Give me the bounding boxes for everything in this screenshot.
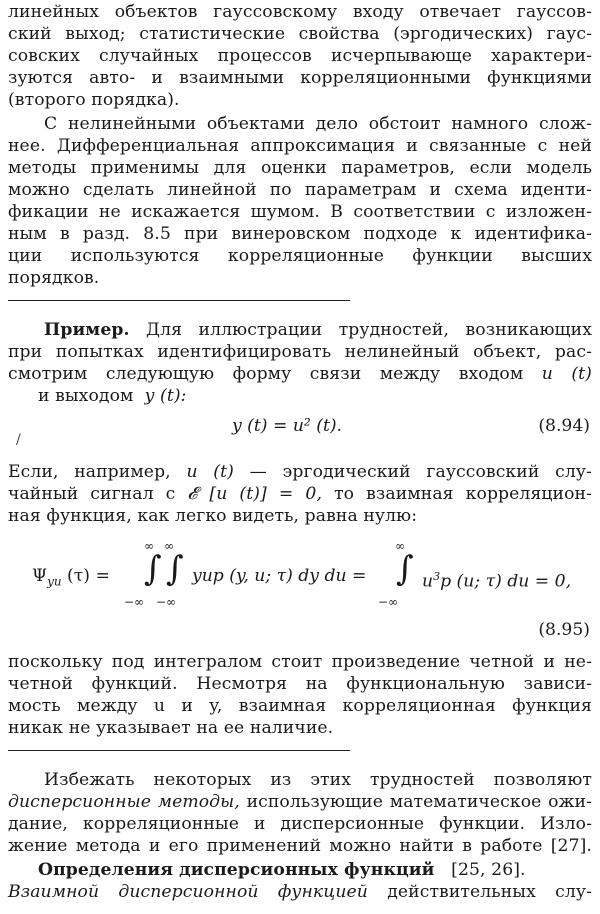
text-span: использующие математическое ожи- <box>246 792 592 812</box>
text-span: действительных слу- <box>387 882 592 902</box>
int-upper-limit: ∞ <box>395 539 405 553</box>
int-upper-limit: ∞ <box>144 539 154 553</box>
text-span: p (u; τ) du = 0, <box>440 571 572 592</box>
integral-sign: ∫ <box>166 549 184 589</box>
text-line: мость между u и y, взаимная корреляционная функция <box>8 696 592 716</box>
paragraph5-line-2 <box>8 792 592 813</box>
text-line: порядков. <box>8 268 100 288</box>
psi-symbol: Ψ <box>32 566 48 586</box>
example-line-4 <box>38 386 600 407</box>
equation-number: (8.94) <box>538 416 590 436</box>
text-line: никак не указывает на ее наличие. <box>8 718 334 738</box>
integral-sign: ∫ <box>396 549 414 589</box>
example-line-3 <box>8 364 592 385</box>
math-var: u (t) <box>541 364 592 384</box>
int-lower-limit: −∞ <box>378 595 399 609</box>
emphasis: Взаимной дисперсионной функцией <box>8 882 368 902</box>
text-span: то взаимная корреляцион- <box>334 484 593 504</box>
equation-lhs <box>32 566 110 592</box>
superscript: 3 <box>433 570 441 583</box>
int-lower-limit: −∞ <box>156 595 177 609</box>
text-line: методы применимы для оценки параметров, если модель <box>8 158 592 178</box>
text-span: u <box>422 571 434 592</box>
int-upper-limit: ∞ <box>164 539 174 553</box>
example-label: Пример. <box>44 320 130 340</box>
text-line: жение метода и его применений можно найти в работе [27]. <box>8 836 592 856</box>
text-line: совских случайных процессов исчерпывающе характери- <box>8 46 592 66</box>
section-heading-line <box>38 860 592 881</box>
text-span: и выходом <box>38 386 134 406</box>
text-line: ная функция, как легко видеть, равна нулю: <box>8 506 418 526</box>
text-line: Избежать некоторых из этих трудностей позволяют <box>44 770 592 790</box>
math-var: y (t): <box>144 386 187 406</box>
text-span: Если, например, <box>8 462 171 482</box>
text-line: можно сделать линейной по параметрам и схема иденти- <box>8 180 592 200</box>
integral-sign: ∫ <box>144 549 162 589</box>
text-line: (второго порядка). <box>8 90 180 110</box>
equation-8-94: y (t) = u² (t). <box>232 416 343 436</box>
text-line: зуются авто- и взаимными корреляционными функциями <box>8 68 592 88</box>
text-span: — эргодический гауссовский слу- <box>249 462 592 482</box>
separator-rule <box>8 750 350 751</box>
text-line: ным в разд. 8.5 при винеровском подходе к идентифика- <box>8 224 592 244</box>
int-lower-limit: −∞ <box>124 595 145 609</box>
references: [25, 26]. <box>451 860 526 880</box>
text-line: при попытках идентифицировать нелинейный объект, рас- <box>8 342 592 362</box>
emphasis: дисперсионные методы, <box>8 792 240 812</box>
math-expr: 𝓔 [u (t)] = 0, <box>187 484 323 504</box>
paragraph3-line-2 <box>8 484 592 505</box>
text-line: дание, корреляционные и дисперсионные функции. Изло- <box>8 814 592 834</box>
text-line: С нелинейными объектами дело обстоит намного слож- <box>44 114 592 134</box>
separator-rule <box>8 300 350 301</box>
section-heading: Определения дисперсионных функций <box>38 860 435 880</box>
scan-mark: / <box>16 432 21 448</box>
integrand-1: yup (y, u; τ) dy du = <box>192 566 367 586</box>
subscript: yu <box>47 574 62 589</box>
text-span: чайный сигнал с <box>8 484 176 504</box>
example-text: Для иллюстрации трудностей, возникающих <box>146 320 592 340</box>
section-line-2 <box>8 882 592 903</box>
text-span: смотрим следующую форму связи между входом <box>8 364 524 384</box>
paragraph3-line-1 <box>8 462 592 483</box>
text-line: ции используются корреляционные функции высших <box>8 246 592 266</box>
text-line: четной функций. Несмотря на функциональную зависи- <box>8 674 592 694</box>
text-line: нее. Дифференциальная аппроксимация и связанные с ней <box>8 136 592 156</box>
text-line: фикации не искажается шумом. В соответствии с изложен- <box>8 202 592 222</box>
equation-number: (8.95) <box>538 620 590 640</box>
equation-8-95 <box>20 540 590 614</box>
text-line: поскольку под интегралом стоит произведение четной и не- <box>8 652 592 672</box>
text-span: (τ) = <box>61 566 110 586</box>
text-line: линейных объектов гауссовскому входу отвечает гауссов- <box>8 2 592 22</box>
text-line: ский выход; статистические свойства (эргодических) гаус- <box>8 24 592 44</box>
example-line-1 <box>44 320 592 341</box>
math-var: u (t) <box>186 462 234 482</box>
integrand-2 <box>422 566 571 593</box>
